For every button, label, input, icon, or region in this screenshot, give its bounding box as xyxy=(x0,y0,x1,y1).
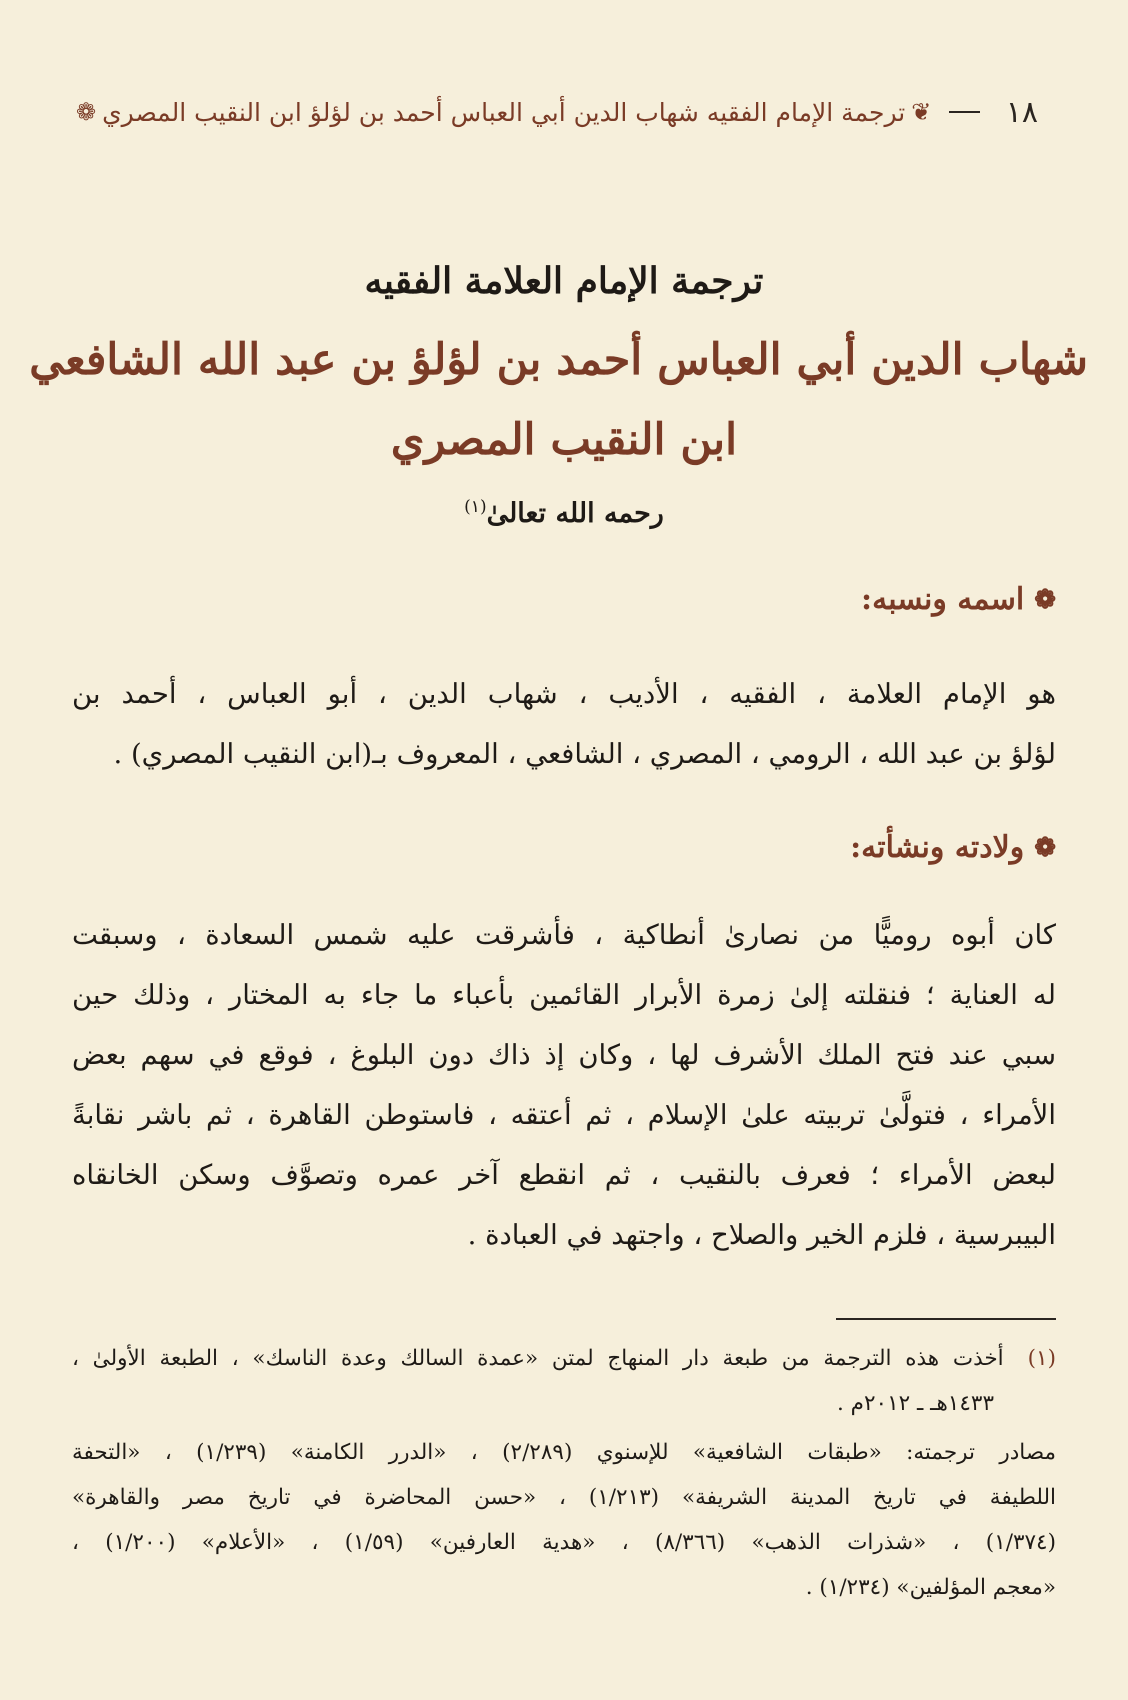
footnote-1 xyxy=(72,1336,1056,1426)
text-line: الأمراء ، فتولَّىٰ تربيته علىٰ الإسلام ، ثم أعتقه ، فاستوطن القاهرة ، ثم باشر نقابةً xyxy=(72,1099,1056,1131)
section-heading-text: ولادته ونشأته: xyxy=(850,830,1025,865)
text-line: كان أبوه روميًّا من نصارىٰ أنطاكية ، فأشرقت عليه شمس السعادة ، وسبقت xyxy=(72,919,1056,951)
ornament-icon: ❦ xyxy=(911,98,932,126)
footnote-text: أخذت هذه الترجمة من طبعة دار المنهاج لمتن «عمدة السالك وعدة الناسك» ، الطبعة الأولىٰ ، xyxy=(72,1346,1004,1371)
title-line-1: ترجمة الإمام العلامة الفقيه xyxy=(364,260,764,302)
title-line-3: ابن النقيب المصري xyxy=(390,415,738,465)
footnote-line: «معجم المؤلفين» (١/٢٣٤) . xyxy=(805,1575,1056,1600)
footnote-number: (١) xyxy=(1027,1346,1056,1371)
running-title: ترجمة الإمام الفقيه شهاب الدين أبي العباس أحمد بن لؤلؤ ابن النقيب المصري xyxy=(102,97,906,127)
title-line-2: شهاب الدين أبي العباس أحمد بن لؤلؤ بن عبد الله الشافعي xyxy=(29,335,1088,385)
paragraph-birth xyxy=(72,905,1056,1265)
section-heading-text: اسمه ونسبه: xyxy=(861,582,1025,617)
footnote-sources xyxy=(72,1430,1056,1610)
paragraph-name xyxy=(72,664,1056,784)
footnote-rule xyxy=(836,1318,1056,1320)
footnote-line: (١/٣٧٤) ، «شذرات الذهب» (٨/٣٦٦) ، «هدية العارفين» (١/٥٩) ، «الأعلام» (١/٢٠٠) ، xyxy=(72,1530,1056,1555)
text-line: سبي عند فتح الملك الأشرف لها ، وكان إذ ذاك دون البلوغ ، فوقع في سهم بعض xyxy=(72,1039,1056,1071)
flower-ornament-icon: ❁ xyxy=(76,98,97,126)
flower-icon: ❁ xyxy=(1034,832,1056,863)
header-rule xyxy=(949,111,979,113)
text-line: لؤلؤ بن عبد الله ، الرومي ، المصري ، الشافعي ، المعروف بـ(ابن النقيب المصري) . xyxy=(113,738,1056,770)
footnote-ref: (١) xyxy=(464,497,487,517)
footnote-line: اللطيفة في تاريخ المدينة الشريفة» (١/٢١٣) ، «حسن المحاضرة في تاريخ مصر والقاهرة» xyxy=(72,1485,1056,1510)
footnote-line: ١٤٣٣هـ ـ ٢٠١٢م . xyxy=(837,1391,994,1416)
text-line: البيبرسية ، فلزم الخير والصلاح ، واجتهد في العبادة . xyxy=(467,1219,1056,1251)
flower-icon: ❁ xyxy=(1034,584,1056,615)
page-number: ١٨ xyxy=(1005,94,1038,130)
text-line: لبعض الأمراء ؛ فعرف بالنقيب ، ثم انقطع آخر عمره وتصوَّف وسكن الخانقاه xyxy=(72,1159,1056,1191)
footnote-line xyxy=(72,1336,1056,1381)
text-line: له العناية ؛ فنقلته إلىٰ زمرة الأبرار القائمين بأعباء ما جاء به المختار ، وذلك حين xyxy=(72,979,1056,1011)
footnote-line: مصادر ترجمته: «طبقات الشافعية» للإسنوي (٢/٢٨٩) ، «الدرر الكامنة» (١/٢٣٩) ، «التحفة xyxy=(72,1440,1056,1465)
section-heading-name xyxy=(861,582,1056,617)
section-heading-birth xyxy=(850,830,1056,865)
running-header xyxy=(70,92,1038,132)
title-line-4 xyxy=(0,497,1128,529)
text-line: هو الإمام العلامة ، الفقيه ، الأديب ، شهاب الدين ، أبو العباس ، أحمد بن xyxy=(72,678,1056,710)
title-prayer: رحمه الله تعالىٰ xyxy=(486,498,664,529)
